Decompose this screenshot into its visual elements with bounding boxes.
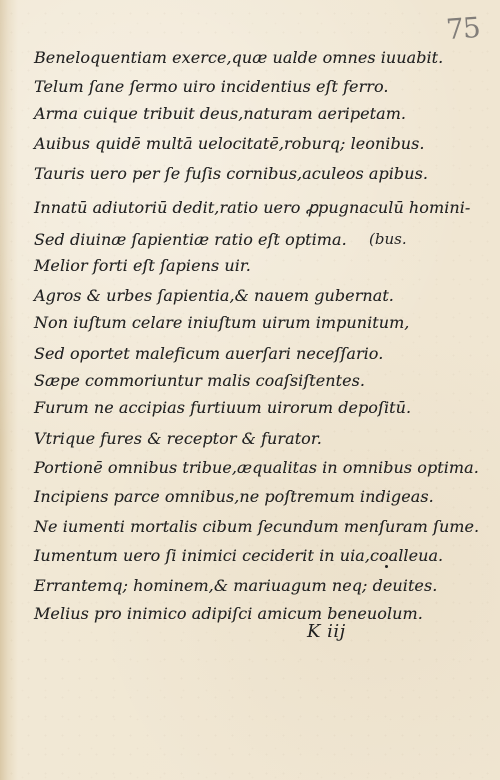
text-line-16: Incipiens parce omnibus,ne poſtremum indigeas. — [34, 487, 434, 506]
text-line-6: Innatū adiutoriū dedit,ratio uero ꝓpugnaculū homini- — [34, 198, 471, 217]
catchword: K iij — [307, 621, 346, 642]
text-line-2: Telum ſane ſermo uiro incidentius eſt ferro. — [34, 77, 389, 96]
text-line-8: Melior forti eſt ſapiens uir. — [34, 256, 251, 275]
text-line-4: Auibus quidē multā uelocitatē,roburq; leonibus. — [34, 134, 425, 153]
text-line-12: Sæpe commoriuntur malis coaſsiſtentes. — [34, 371, 366, 390]
text-line-3: Arma cuique tribuit deus,naturam aeripetam. — [34, 104, 407, 123]
text-line-17: Ne iumenti mortalis cibum ſecundum menſuram ſume. — [34, 517, 480, 536]
margin-note: (bus. — [369, 230, 407, 248]
text-line-18: Iumentum uero ſi inimici ceciderit in uia,coalleua. — [34, 546, 444, 565]
page-number: 75 — [444, 10, 481, 47]
text-line-7: Sed diuinæ ſapientiæ ratio eſt optima. — [34, 230, 347, 249]
text-line-14: Vtrique fures & receptor & furator. — [34, 429, 322, 448]
text-line-15: Portionē omnibus tribue,æqualitas in omnibus optima. — [34, 458, 479, 477]
text-line-5: Tauris uero per ſe fuſis cornibus,aculeos apibus. — [34, 164, 428, 183]
text-line-10: Non iuſtum celare iniuſtum uirum impunitum, — [34, 313, 410, 332]
text-line-9: Agros & urbes ſapientia,& nauem gubernat. — [34, 286, 394, 305]
text-line-13: Furum ne accipias furtiuum uirorum depoſitū. — [34, 398, 412, 417]
text-line-20: Melius pro inimico adipiſci amicum beneuolum. — [34, 604, 423, 623]
text-line-11: Sed oportet maleficum auerſari neceſſario. — [34, 344, 384, 363]
ink-dot — [385, 565, 388, 568]
text-line-19: Errantemq; hominem,& mariuagum neq; deuites. — [34, 576, 438, 595]
text-line-1: Beneloquentiam exerce,quæ ualde omnes iuuabit. — [34, 48, 444, 67]
